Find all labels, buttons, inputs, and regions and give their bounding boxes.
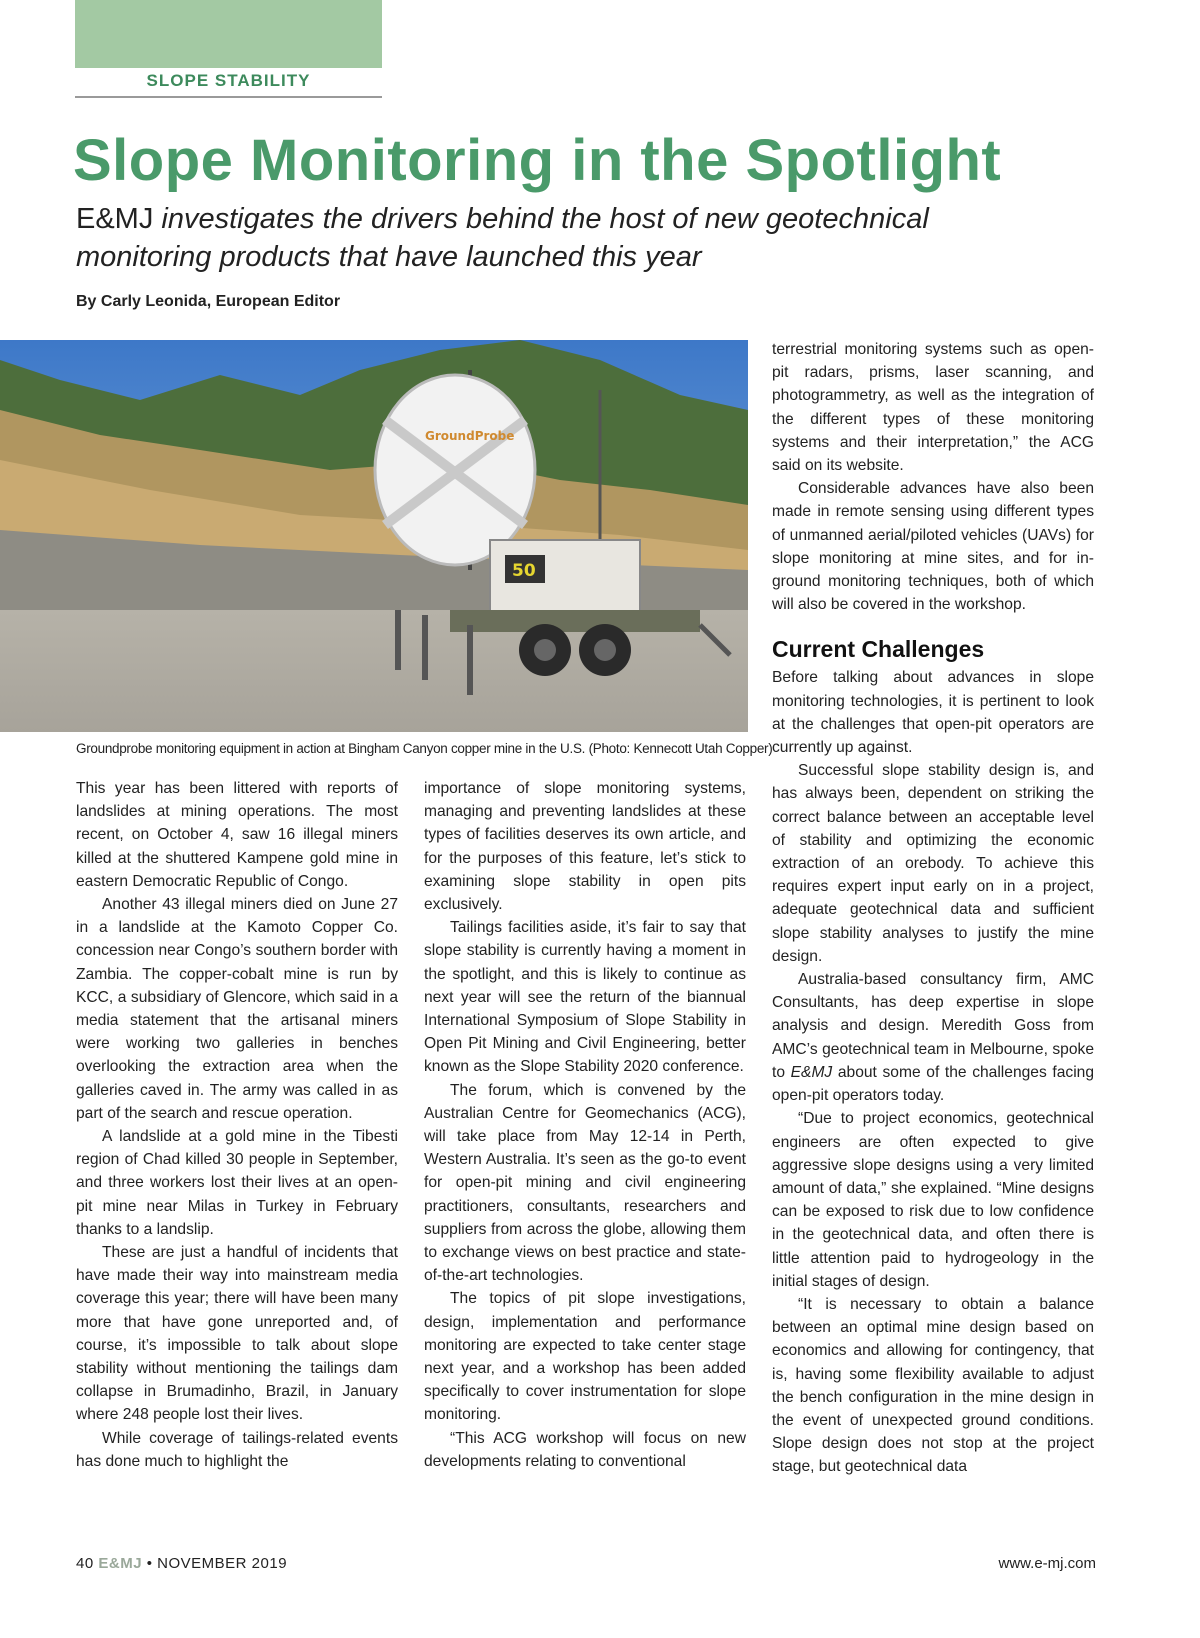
- footer-page-info: [76, 1555, 287, 1572]
- col1-paragraph: This year has been littered with reports of landslides at mining operations. The most recent, on October 4, saw 16 illegal miners killed at the shuttered Kampene gold mine in eastern Democratic Republic of Congo.: [76, 780, 398, 890]
- photo-caption: Groundprobe monitoring equipment in action at Bingham Canyon copper mine in the U.S. (Photo: Kennecott Utah Copper): [76, 741, 773, 756]
- col1-paragraph: These are just a handful of incidents that have made their way into mainstream media coverage this year; there will have been many more that have gone unreported and, of course, it’s impossible to talk about slope stability without mentioning the tailings dam collapse in Brumadinho, Brazil, in January where 248 people lost their lives.: [76, 1244, 398, 1424]
- footer-separator: •: [146, 1555, 153, 1572]
- footer-magazine: E&MJ: [98, 1555, 143, 1572]
- col3-paragraph: [772, 968, 1094, 1107]
- col3-paragraph: terrestrial monitoring systems such as open-pit radars, prisms, laser scanning, and photogrammetry, as well as the integration of the different types of these monitoring systems and their interpretation,” the ACG said on its website.: [772, 341, 1094, 475]
- magazine-name-italic: E&MJ: [790, 1063, 833, 1081]
- article-title: Slope Monitoring in the Spotlight: [73, 128, 1002, 193]
- article-photo: [0, 340, 748, 732]
- col3-paragraph: Before talking about advances in slope monitoring technologies, it is pertinent to look at the challenges that open-pit operators are currently up against.: [772, 669, 1094, 757]
- article-column-3: [772, 338, 1094, 1479]
- col3-paragraph: Considerable advances have also been made in remote sensing using different types of unmanned aerial/piloted vehicles (UAVs) for slope monitoring at mine sites, and for in-ground monitoring techniques, both of which will also be covered in the workshop.: [772, 480, 1094, 614]
- footer-url[interactable]: www.e-mj.com: [998, 1555, 1096, 1572]
- article-subtitle: [76, 200, 1056, 276]
- col1-paragraph: Another 43 illegal miners died on June 27 in a landslide at the Kamoto Copper Co. concession near Congo’s southern border with Zambia. The copper-cobalt mine is run by KCC, a subsidiary of Glencore, which said in a media statement that the artisanal miners were working two galleries in benches overlooking the extraction area when the galleries caved in. The army was called in as part of the search and rescue operation.: [76, 896, 398, 1122]
- header-color-band: [75, 0, 382, 68]
- article-column-2: [424, 777, 746, 1473]
- col2-paragraph: Tailings facilities aside, it’s fair to say that slope stability is currently having a moment in the spotlight, and this is likely to continue as next year will see the return of the biannual International Symposium of Slope Stability in Open Pit Mining and Civil Engineering, better known as the Slope Stability 2020 conference.: [424, 919, 746, 1076]
- col2-paragraph: importance of slope monitoring systems, managing and preventing landslides at these types of facilities deserves its own article, and for the purposes of this feature, let’s stick to examining slope stability in open pits exclusively.: [424, 780, 746, 914]
- section-label: SLOPE STABILITY: [75, 68, 382, 98]
- col1-paragraph: A landslide at a gold mine in the Tibesti region of Chad killed 30 people in September, and three workers lost their lives at an open-pit mine near Milas in Turkey in February thanks to a landslip.: [76, 1128, 398, 1238]
- col2-paragraph: “This ACG workshop will focus on new developments relating to conventional: [424, 1429, 746, 1470]
- col3-paragraph: “Due to project economics, geotechnical engineers are often expected to give aggressive slope designs using a very limited amount of data,” she explained. “Mine designs can be exposed to risk due to low confidence in the geotechnical data, and often there is little attention paid to hydrogeology in the initial stages of design.: [772, 1110, 1094, 1290]
- trailer-number: 50: [512, 561, 536, 581]
- dish-logo: GroundProbe: [425, 429, 515, 443]
- col1-paragraph: While coverage of tailings-related events has done much to highlight the: [76, 1429, 398, 1470]
- col3-paragraph: “It is necessary to obtain a balance between an optimal mine design based on economics and allowing for contingency, that is, having some flexibility available to adjust the bench configuration in the mine design in the event of unexpected ground conditions. Slope design does not stop at the project stage, but geotechnical data: [772, 1295, 1094, 1476]
- byline: By Carly Leonida, European Editor: [76, 293, 341, 310]
- article-column-1: [76, 777, 398, 1473]
- col2-paragraph: The forum, which is convened by the Australian Centre for Geomechanics (ACG), will take place from May 12-14 in Perth, Western Australia. It’s seen as the go-to event for open-pit mining and civil engineering practitioners, consultants, researchers and suppliers from across the globe, allowing them to exchange views on best practice and state-of-the-art technologies.: [424, 1081, 746, 1285]
- col3-paragraph-tail: about some of the challenges facing open-pit operators today.: [772, 1063, 1095, 1105]
- page-number: 40: [76, 1555, 94, 1572]
- col3-paragraph-text: Australia-based consultancy firm, AMC Consultants, has deep expertise in slope analysis and design. Meredith Goss from AMC’s geotechnical team in Melbourne, spoke to: [772, 971, 1094, 1081]
- subtitle-rest: investigates the drivers behind the host of new geotechnical monitoring products that have launched this year: [76, 203, 929, 273]
- col3-paragraph: Successful slope stability design is, and has always been, dependent on striking the correct balance between an acceptable level of stability and optimizing the economic extraction of an orebody. To achieve this requires expert input early on in a project, adequate geotechnical data and sufficient slope stability analyses to justify the mine design.: [772, 762, 1094, 965]
- subtitle-lead: E&MJ: [76, 203, 154, 235]
- section-subhead: Current Challenges: [772, 636, 985, 663]
- col2-paragraph: The topics of pit slope investigations, design, implementation and performance monitoring are expected to take center stage next year, and a workshop has been added specifically to cover instrumentation for slope monitoring.: [424, 1290, 746, 1424]
- footer-issue: NOVEMBER 2019: [157, 1555, 288, 1572]
